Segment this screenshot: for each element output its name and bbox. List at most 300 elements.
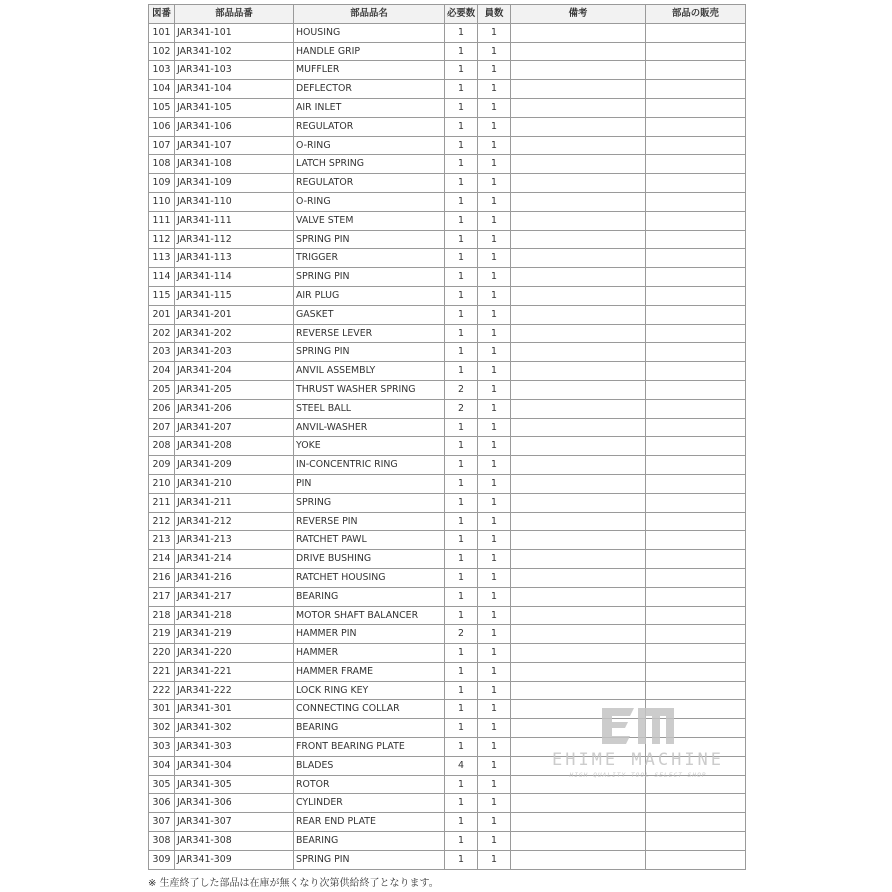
row-figure-no: 213 (149, 531, 175, 550)
row-parts-sale (646, 456, 746, 475)
row-part-name: HAMMER FRAME (294, 662, 445, 681)
table-row (149, 625, 746, 644)
row-part-name: REGULATOR (294, 117, 445, 136)
row-part-name: REVERSE LEVER (294, 324, 445, 343)
row-unit-count: 1 (478, 80, 511, 99)
row-part-number: JAR341-214 (175, 550, 294, 569)
row-figure-no: 219 (149, 625, 175, 644)
row-required-qty: 1 (445, 23, 478, 42)
row-required-qty: 1 (445, 775, 478, 794)
row-remarks (511, 362, 646, 381)
header-part-name: 部品品名 (294, 5, 445, 24)
row-required-qty: 1 (445, 343, 478, 362)
row-part-number: JAR341-308 (175, 832, 294, 851)
row-required-qty: 1 (445, 493, 478, 512)
table-row (149, 644, 746, 663)
row-part-name: ANVIL ASSEMBLY (294, 362, 445, 381)
row-part-name: O-RING (294, 192, 445, 211)
table-row (149, 474, 746, 493)
row-figure-no: 105 (149, 98, 175, 117)
row-unit-count: 1 (478, 681, 511, 700)
row-part-number: JAR341-112 (175, 230, 294, 249)
row-part-number: JAR341-212 (175, 512, 294, 531)
row-unit-count: 1 (478, 61, 511, 80)
row-parts-sale (646, 192, 746, 211)
row-part-number: JAR341-213 (175, 531, 294, 550)
row-unit-count: 1 (478, 568, 511, 587)
table-row (149, 249, 746, 268)
row-parts-sale (646, 813, 746, 832)
row-part-number: JAR341-115 (175, 286, 294, 305)
row-part-number: JAR341-104 (175, 80, 294, 99)
row-unit-count: 1 (478, 192, 511, 211)
table-row (149, 493, 746, 512)
footnote: ※ 生産終了した部品は在庫が無くなり次第供給終了となります。 (148, 878, 439, 889)
table-row (149, 305, 746, 324)
row-unit-count: 1 (478, 587, 511, 606)
row-required-qty: 1 (445, 587, 478, 606)
row-required-qty: 1 (445, 832, 478, 851)
row-part-name: FRONT BEARING PLATE (294, 738, 445, 757)
table-row (149, 268, 746, 287)
row-required-qty: 1 (445, 362, 478, 381)
row-figure-no: 106 (149, 117, 175, 136)
row-remarks (511, 587, 646, 606)
row-parts-sale (646, 174, 746, 193)
row-part-number: JAR341-204 (175, 362, 294, 381)
row-remarks (511, 418, 646, 437)
row-part-number: JAR341-102 (175, 42, 294, 61)
row-parts-sale (646, 625, 746, 644)
row-unit-count: 1 (478, 550, 511, 569)
row-remarks (511, 794, 646, 813)
row-parts-sale (646, 80, 746, 99)
row-part-name: CONNECTING COLLAR (294, 700, 445, 719)
row-unit-count: 1 (478, 474, 511, 493)
table-row (149, 61, 746, 80)
row-part-name: CYLINDER (294, 794, 445, 813)
row-part-number: JAR341-309 (175, 850, 294, 869)
row-parts-sale (646, 850, 746, 869)
row-part-name: BEARING (294, 832, 445, 851)
row-parts-sale (646, 362, 746, 381)
row-required-qty: 2 (445, 380, 478, 399)
row-figure-no: 201 (149, 305, 175, 324)
row-remarks (511, 155, 646, 174)
row-required-qty: 1 (445, 117, 478, 136)
row-part-name: PIN (294, 474, 445, 493)
row-unit-count: 1 (478, 775, 511, 794)
row-remarks (511, 832, 646, 851)
row-required-qty: 1 (445, 155, 478, 174)
row-unit-count: 1 (478, 456, 511, 475)
row-required-qty: 1 (445, 606, 478, 625)
row-remarks (511, 230, 646, 249)
row-part-number: JAR341-113 (175, 249, 294, 268)
row-part-name: MOTOR SHAFT BALANCER (294, 606, 445, 625)
row-unit-count: 1 (478, 719, 511, 738)
row-part-number: JAR341-303 (175, 738, 294, 757)
row-figure-no: 101 (149, 23, 175, 42)
row-parts-sale (646, 399, 746, 418)
row-remarks (511, 850, 646, 869)
row-required-qty: 1 (445, 550, 478, 569)
row-required-qty: 1 (445, 813, 478, 832)
row-parts-sale (646, 343, 746, 362)
row-unit-count: 1 (478, 813, 511, 832)
row-remarks (511, 550, 646, 569)
table-row (149, 662, 746, 681)
row-part-name: BEARING (294, 587, 445, 606)
row-figure-no: 222 (149, 681, 175, 700)
row-part-name: STEEL BALL (294, 399, 445, 418)
row-remarks (511, 136, 646, 155)
header-remarks: 備考 (511, 5, 646, 24)
table-row (149, 813, 746, 832)
row-part-number: JAR341-211 (175, 493, 294, 512)
row-remarks (511, 192, 646, 211)
row-parts-sale (646, 380, 746, 399)
row-remarks (511, 531, 646, 550)
row-remarks (511, 681, 646, 700)
row-part-number: JAR341-108 (175, 155, 294, 174)
row-unit-count: 1 (478, 644, 511, 663)
row-unit-count: 1 (478, 98, 511, 117)
row-remarks (511, 474, 646, 493)
row-figure-no: 308 (149, 832, 175, 851)
row-unit-count: 1 (478, 305, 511, 324)
row-required-qty: 1 (445, 211, 478, 230)
row-required-qty: 1 (445, 174, 478, 193)
header-required-qty: 必要数 (445, 5, 478, 24)
row-parts-sale (646, 98, 746, 117)
row-part-number: JAR341-307 (175, 813, 294, 832)
row-figure-no: 114 (149, 268, 175, 287)
row-part-name: ANVIL-WASHER (294, 418, 445, 437)
table-row (149, 550, 746, 569)
row-part-name: BEARING (294, 719, 445, 738)
row-unit-count: 1 (478, 850, 511, 869)
row-required-qty: 1 (445, 644, 478, 663)
row-parts-sale (646, 437, 746, 456)
row-parts-sale (646, 249, 746, 268)
row-part-number: JAR341-302 (175, 719, 294, 738)
row-part-name: ROTOR (294, 775, 445, 794)
row-remarks (511, 456, 646, 475)
row-figure-no: 216 (149, 568, 175, 587)
row-required-qty: 1 (445, 531, 478, 550)
row-figure-no: 221 (149, 662, 175, 681)
table-row (149, 362, 746, 381)
row-part-name: HOUSING (294, 23, 445, 42)
row-required-qty: 1 (445, 700, 478, 719)
table-row (149, 681, 746, 700)
row-parts-sale (646, 531, 746, 550)
row-part-number: JAR341-101 (175, 23, 294, 42)
row-required-qty: 1 (445, 568, 478, 587)
row-required-qty: 1 (445, 192, 478, 211)
row-remarks (511, 23, 646, 42)
row-figure-no: 214 (149, 550, 175, 569)
row-parts-sale (646, 418, 746, 437)
row-part-name: DRIVE BUSHING (294, 550, 445, 569)
row-parts-sale (646, 550, 746, 569)
row-unit-count: 1 (478, 268, 511, 287)
row-part-name: MUFFLER (294, 61, 445, 80)
table-row (149, 343, 746, 362)
row-remarks (511, 493, 646, 512)
table-row (149, 568, 746, 587)
row-remarks (511, 249, 646, 268)
row-figure-no: 204 (149, 362, 175, 381)
row-unit-count: 1 (478, 174, 511, 193)
row-part-number: JAR341-216 (175, 568, 294, 587)
row-unit-count: 1 (478, 211, 511, 230)
row-parts-sale (646, 305, 746, 324)
row-unit-count: 1 (478, 625, 511, 644)
row-parts-sale (646, 681, 746, 700)
row-parts-sale (646, 42, 746, 61)
row-figure-no: 113 (149, 249, 175, 268)
table-row (149, 80, 746, 99)
row-part-name: HANDLE GRIP (294, 42, 445, 61)
row-part-name: BLADES (294, 756, 445, 775)
row-figure-no: 218 (149, 606, 175, 625)
row-required-qty: 1 (445, 418, 478, 437)
row-part-number: JAR341-220 (175, 644, 294, 663)
row-part-name: REVERSE PIN (294, 512, 445, 531)
row-part-number: JAR341-109 (175, 174, 294, 193)
row-part-number: JAR341-207 (175, 418, 294, 437)
row-unit-count: 1 (478, 399, 511, 418)
row-part-number: JAR341-110 (175, 192, 294, 211)
row-part-name: VALVE STEM (294, 211, 445, 230)
table-row (149, 437, 746, 456)
row-unit-count: 1 (478, 794, 511, 813)
row-part-name: LATCH SPRING (294, 155, 445, 174)
row-figure-no: 207 (149, 418, 175, 437)
row-required-qty: 1 (445, 42, 478, 61)
row-part-number: JAR341-304 (175, 756, 294, 775)
table-row (149, 155, 746, 174)
row-part-name: THRUST WASHER SPRING (294, 380, 445, 399)
row-required-qty: 1 (445, 268, 478, 287)
row-remarks (511, 98, 646, 117)
row-parts-sale (646, 644, 746, 663)
row-figure-no: 211 (149, 493, 175, 512)
row-remarks (511, 437, 646, 456)
row-unit-count: 1 (478, 23, 511, 42)
row-part-name: SPRING PIN (294, 343, 445, 362)
row-figure-no: 107 (149, 136, 175, 155)
row-remarks (511, 662, 646, 681)
row-parts-sale (646, 493, 746, 512)
row-figure-no: 210 (149, 474, 175, 493)
row-remarks (511, 644, 646, 663)
row-part-name: YOKE (294, 437, 445, 456)
row-figure-no: 102 (149, 42, 175, 61)
row-figure-no: 205 (149, 380, 175, 399)
row-part-number: JAR341-209 (175, 456, 294, 475)
row-unit-count: 1 (478, 249, 511, 268)
row-part-number: JAR341-111 (175, 211, 294, 230)
row-remarks (511, 42, 646, 61)
row-remarks (511, 813, 646, 832)
row-required-qty: 1 (445, 437, 478, 456)
row-unit-count: 1 (478, 832, 511, 851)
row-figure-no: 110 (149, 192, 175, 211)
row-parts-sale (646, 587, 746, 606)
row-required-qty: 1 (445, 681, 478, 700)
row-part-number: JAR341-306 (175, 794, 294, 813)
row-part-name: TRIGGER (294, 249, 445, 268)
row-unit-count: 1 (478, 155, 511, 174)
row-part-number: JAR341-221 (175, 662, 294, 681)
row-required-qty: 1 (445, 61, 478, 80)
table-header-row (149, 5, 746, 24)
table-row (149, 832, 746, 851)
row-remarks (511, 606, 646, 625)
table-row (149, 324, 746, 343)
row-required-qty: 1 (445, 80, 478, 99)
row-figure-no: 302 (149, 719, 175, 738)
row-parts-sale (646, 794, 746, 813)
table-row (149, 230, 746, 249)
row-figure-no: 208 (149, 437, 175, 456)
row-parts-sale (646, 61, 746, 80)
row-remarks (511, 324, 646, 343)
row-figure-no: 209 (149, 456, 175, 475)
row-unit-count: 1 (478, 418, 511, 437)
row-unit-count: 1 (478, 512, 511, 531)
table-row (149, 117, 746, 136)
row-required-qty: 4 (445, 756, 478, 775)
row-part-number: JAR341-217 (175, 587, 294, 606)
row-parts-sale (646, 568, 746, 587)
table-row (149, 587, 746, 606)
row-parts-sale (646, 23, 746, 42)
row-remarks (511, 211, 646, 230)
row-figure-no: 303 (149, 738, 175, 757)
row-required-qty: 1 (445, 324, 478, 343)
row-part-number: JAR341-210 (175, 474, 294, 493)
row-unit-count: 1 (478, 230, 511, 249)
row-figure-no: 306 (149, 794, 175, 813)
table-row (149, 606, 746, 625)
row-parts-sale (646, 268, 746, 287)
row-required-qty: 2 (445, 399, 478, 418)
row-part-name: GASKET (294, 305, 445, 324)
row-figure-no: 203 (149, 343, 175, 362)
row-required-qty: 1 (445, 456, 478, 475)
table-row (149, 512, 746, 531)
row-remarks (511, 305, 646, 324)
table-row (149, 174, 746, 193)
row-remarks (511, 343, 646, 362)
row-parts-sale (646, 606, 746, 625)
row-unit-count: 1 (478, 362, 511, 381)
row-part-number: JAR341-205 (175, 380, 294, 399)
row-parts-sale (646, 474, 746, 493)
table-row (149, 531, 746, 550)
row-remarks (511, 61, 646, 80)
row-required-qty: 1 (445, 794, 478, 813)
table-row (149, 136, 746, 155)
row-figure-no: 115 (149, 286, 175, 305)
row-remarks (511, 80, 646, 99)
row-part-name: IN-CONCENTRIC RING (294, 456, 445, 475)
row-unit-count: 1 (478, 117, 511, 136)
row-part-name: REAR END PLATE (294, 813, 445, 832)
table-row (149, 211, 746, 230)
row-parts-sale (646, 117, 746, 136)
row-remarks (511, 268, 646, 287)
row-part-number: JAR341-203 (175, 343, 294, 362)
row-part-name: LOCK RING KEY (294, 681, 445, 700)
row-required-qty: 1 (445, 474, 478, 493)
row-remarks (511, 512, 646, 531)
table-row (149, 286, 746, 305)
row-part-number: JAR341-305 (175, 775, 294, 794)
table-row (149, 98, 746, 117)
row-part-name: AIR INLET (294, 98, 445, 117)
row-part-number: JAR341-206 (175, 399, 294, 418)
row-remarks (511, 117, 646, 136)
row-part-name: HAMMER (294, 644, 445, 663)
table-row (149, 42, 746, 61)
row-part-name: SPRING PIN (294, 850, 445, 869)
row-remarks (511, 286, 646, 305)
row-required-qty: 1 (445, 230, 478, 249)
row-remarks (511, 399, 646, 418)
row-parts-sale (646, 324, 746, 343)
row-figure-no: 301 (149, 700, 175, 719)
row-part-number: JAR341-106 (175, 117, 294, 136)
header-part-number: 部品品番 (175, 5, 294, 24)
row-figure-no: 202 (149, 324, 175, 343)
row-parts-sale (646, 512, 746, 531)
row-figure-no: 108 (149, 155, 175, 174)
row-figure-no: 307 (149, 813, 175, 832)
row-required-qty: 1 (445, 850, 478, 869)
row-part-name: REGULATOR (294, 174, 445, 193)
ehime-machine-logo (548, 706, 728, 779)
row-required-qty: 1 (445, 719, 478, 738)
row-unit-count: 1 (478, 136, 511, 155)
row-figure-no: 305 (149, 775, 175, 794)
row-part-name: RATCHET HOUSING (294, 568, 445, 587)
row-unit-count: 1 (478, 493, 511, 512)
row-remarks (511, 380, 646, 399)
row-remarks (511, 568, 646, 587)
row-unit-count: 1 (478, 380, 511, 399)
row-required-qty: 1 (445, 738, 478, 757)
row-required-qty: 1 (445, 286, 478, 305)
row-part-name: O-RING (294, 136, 445, 155)
em-logo-icon (600, 706, 676, 746)
row-part-number: JAR341-103 (175, 61, 294, 80)
row-part-number: JAR341-219 (175, 625, 294, 644)
table-row (149, 794, 746, 813)
row-remarks (511, 174, 646, 193)
row-part-number: JAR341-208 (175, 437, 294, 456)
row-figure-no: 112 (149, 230, 175, 249)
header-parts-sale: 部品の販売 (646, 5, 746, 24)
row-part-number: JAR341-202 (175, 324, 294, 343)
row-parts-sale (646, 286, 746, 305)
row-figure-no: 206 (149, 399, 175, 418)
row-remarks (511, 625, 646, 644)
